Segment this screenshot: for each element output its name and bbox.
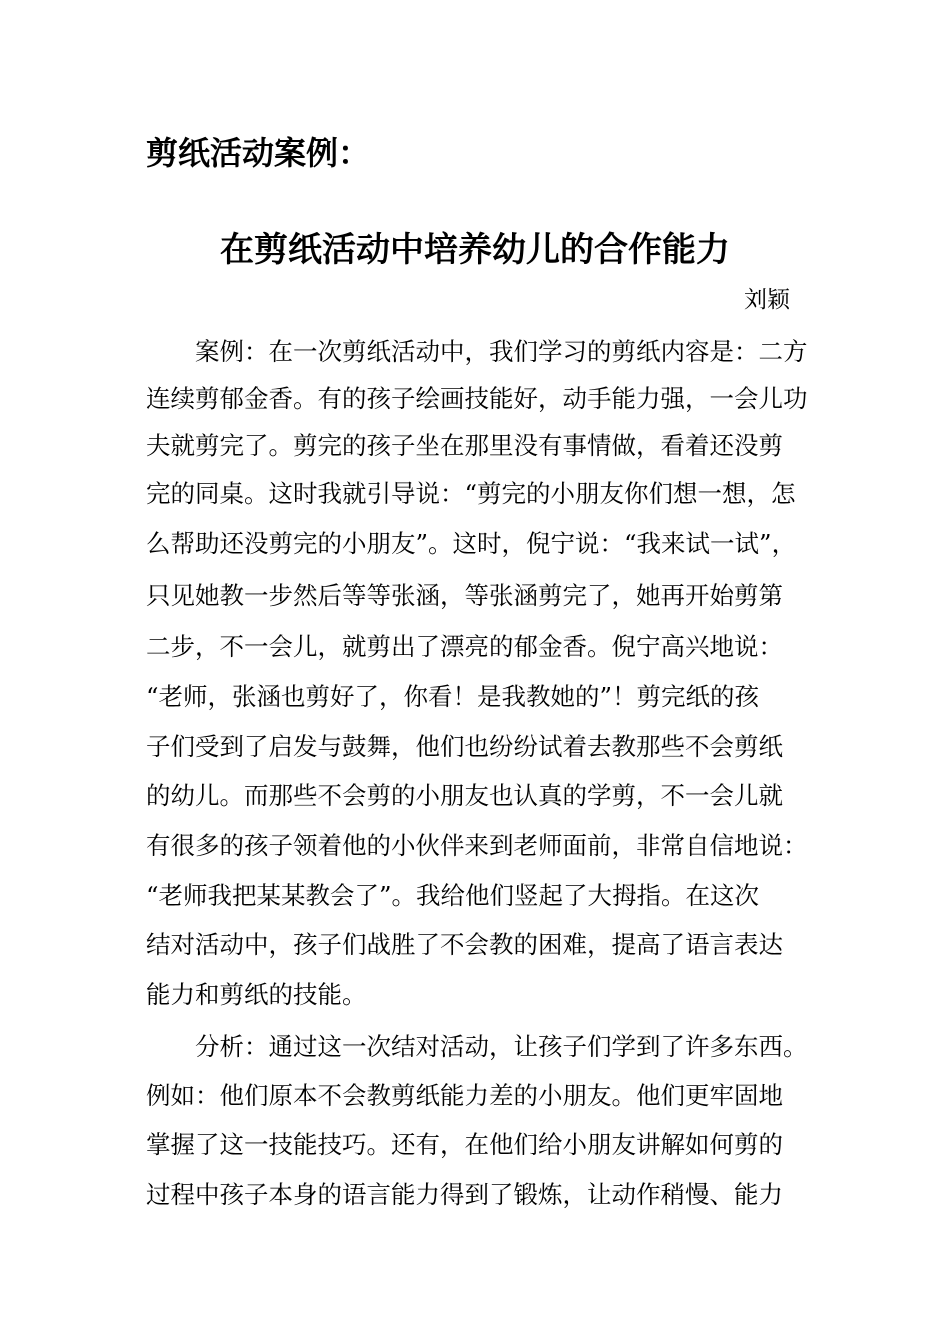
author-name: 刘颖 bbox=[744, 287, 790, 313]
case-line: 案例：在一次剪纸活动中，我们学习的剪纸内容是：二方 bbox=[146, 337, 808, 366]
analysis-line: 例如：他们原本不会教剪纸能力差的小朋友。他们更牢固地 bbox=[146, 1081, 783, 1110]
case-line: 夫就剪完了。剪完的孩子坐在那里没有事情做，看着还没剪 bbox=[146, 431, 783, 460]
case-line: 子们受到了启发与鼓舞，他们也纷纷试着去教那些不会剪纸 bbox=[146, 732, 783, 761]
case-line: 能力和剪纸的技能。 bbox=[146, 980, 367, 1009]
case-line: 有很多的孩子领着他的小伙伴来到老师面前，非常自信地说： bbox=[146, 831, 808, 860]
case-line: 么帮助还没剪完的小朋友”。这时，倪宁说：“我来试一试”， bbox=[146, 529, 797, 558]
case-line: 二步，不一会儿，就剪出了漂亮的郁金香。倪宁高兴地说： bbox=[146, 632, 783, 661]
case-line: 完的同桌。这时我就引导说：“剪完的小朋友你们想一想，怎 bbox=[146, 479, 796, 508]
case-line: 连续剪郁金香。有的孩子绘画技能好，动手能力强，一会儿功 bbox=[146, 384, 808, 413]
analysis-line: 过程中孩子本身的语言能力得到了锻炼，让动作稍慢、能力 bbox=[146, 1180, 783, 1209]
analysis-line: 分析：通过这一次结对活动，让孩子们学到了许多东西。 bbox=[146, 1032, 808, 1061]
article-title: 在剪纸活动中培养幼儿的合作能力 bbox=[220, 230, 730, 270]
analysis-line: 掌握了这一技能技巧。还有，在他们给小朋友讲解如何剪的 bbox=[146, 1130, 783, 1159]
case-line: 的幼儿。而那些不会剪的小朋友也认真的学剪，不一会儿就 bbox=[146, 781, 783, 810]
case-line: 只见她教一步然后等等张涵，等张涵剪完了，她再开始剪第 bbox=[146, 581, 783, 610]
document-heading: 剪纸活动案例： bbox=[146, 134, 371, 172]
case-line: 结对活动中，孩子们战胜了不会教的困难，提高了语言表达 bbox=[146, 930, 783, 959]
case-line: “老师，张涵也剪好了，你看！是我教她的”！剪完纸的孩 bbox=[146, 682, 760, 711]
case-line: “老师我把某某教会了”。我给他们竖起了大拇指。在这次 bbox=[146, 881, 760, 910]
